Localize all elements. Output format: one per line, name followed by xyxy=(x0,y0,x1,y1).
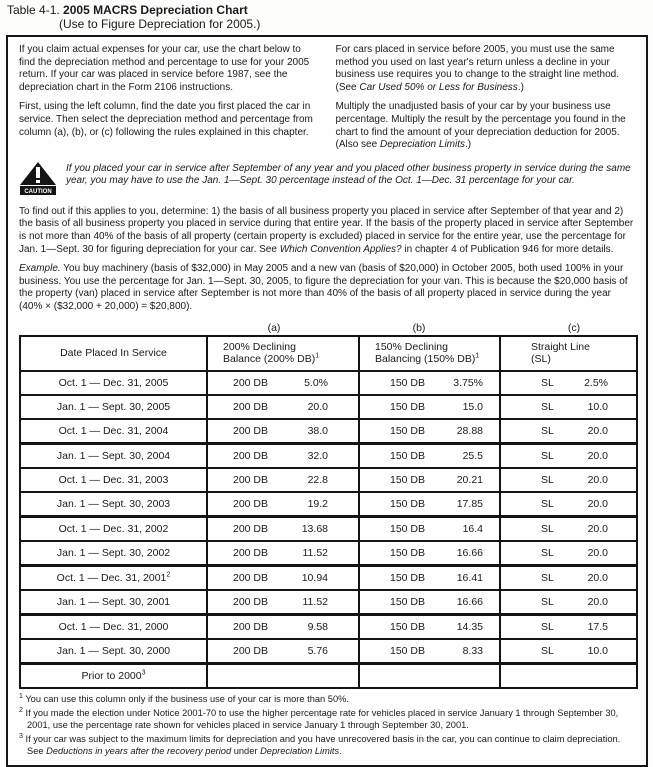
straight-line-cell: SL 2.5% xyxy=(500,371,637,395)
150db-cell: 150 DB 20.21 xyxy=(359,468,500,492)
header-straight-line: Straight Line (SL) xyxy=(500,336,637,371)
150db-cell: 150 DB 25.5 xyxy=(359,443,500,468)
date-placed-in-service-cell: Oct. 1 — Dec. 31, 2003 xyxy=(20,468,207,492)
straight-line-cell: SL 20.0 xyxy=(500,565,637,590)
straight-line-cell: SL 20.0 xyxy=(500,468,637,492)
200db-cell: 200 DB 32.0 xyxy=(207,443,359,468)
date-placed-in-service-cell: Oct. 1 — Dec. 31, 2002 xyxy=(20,516,207,541)
200db-cell: 200 DB 38.0 xyxy=(207,419,359,444)
caution-note xyxy=(19,162,635,201)
depreciation-table xyxy=(19,335,638,689)
200db-cell: 200 DB 20.0 xyxy=(207,395,359,419)
date-placed-in-service-cell: Prior to 2000$^3$ xyxy=(20,663,207,688)
table-row xyxy=(20,565,637,590)
convention-paragraph: To find out if this applies to you, determine: 1) the basis of all business property you placed in service after September of that year and 2) the basis of all business property you placed in service during that entire year. If the basis of the property placed in service after September is not more than 40% of the basis of all property (certain property is excluded) placed in service for the entire year, use the percentage for Jan. 1—Sept. 30 for figuring depreciation for your car. See Which Convention Applies? in chapter 4 of Publication 946 for more details. xyxy=(19,205,634,255)
svg-text:CAUTION: CAUTION xyxy=(24,188,52,195)
footnote-number: 2 xyxy=(19,707,23,714)
table-row xyxy=(20,590,637,615)
table-body xyxy=(20,371,637,688)
straight-line-cell: SL 17.5 xyxy=(500,614,637,639)
caution-icon xyxy=(19,162,57,201)
header-150-declining-balance: 150% Declining Balancing (150% DB)$^1$ xyxy=(359,336,500,371)
intro-paragraph: If you claim actual expenses for your car, use the chart below to find the depreciation method and percentage to use for your 2005 return. If your car was placed in service before 1987, see the depreciation chart in the Form 2106 instructions. xyxy=(19,44,310,93)
200db-cell: 200 DB 11.52 xyxy=(207,541,359,566)
date-placed-in-service-cell: Jan. 1 — Sept. 30, 2003 xyxy=(20,492,207,517)
date-placed-in-service-cell: Jan. 1 — Sept. 30, 2001 xyxy=(20,590,207,615)
150db-cell: 150 DB 15.0 xyxy=(359,395,500,419)
straight-line-cell: SL 10.0 xyxy=(500,639,637,664)
footnote-number: 1 xyxy=(19,692,23,700)
straight-line-cell: SL 20.0 xyxy=(500,492,637,517)
column-label-a: (a) xyxy=(267,321,281,334)
200db-cell xyxy=(207,663,359,688)
150db-cell: 150 DB 16.41 xyxy=(359,565,500,590)
200db-cell: 200 DB 5.76 xyxy=(207,639,359,664)
table-row xyxy=(20,419,637,444)
200db-cell: 200 DB 5.0% xyxy=(207,371,359,395)
straight-line-cell xyxy=(500,663,637,688)
footnotes-section xyxy=(19,694,635,758)
column-group-labels xyxy=(19,322,635,335)
date-placed-in-service-cell: Jan. 1 — Sept. 30, 2000 xyxy=(20,639,207,664)
200db-cell: 200 DB 10.94 xyxy=(207,565,359,590)
footnote-marker: 1 xyxy=(315,352,320,360)
intro-paragraph: For cars placed in service before 2005, you must use the same method you used on last year's return unless a decline in your business use requires you to change to the straight line method. (See Car Used 50% or Less for Business.) xyxy=(335,44,620,93)
header-200-declining-balance: 200% Declining Balance (200% DB)$^1$ xyxy=(207,336,359,371)
chart-container xyxy=(6,35,648,767)
table-row xyxy=(20,468,637,492)
column-label-b: (b) xyxy=(412,321,426,334)
table-row xyxy=(20,395,637,419)
example-label: Example. xyxy=(19,263,61,275)
footnote-1: $^1$ You can use this column only if the business use of your car is more than 50%. xyxy=(19,692,349,704)
table-row xyxy=(20,663,637,688)
150db-cell: 150 DB 14.35 xyxy=(359,614,500,639)
150db-cell: 150 DB 28.88 xyxy=(359,419,500,444)
intro-right-column xyxy=(336,44,636,159)
200db-cell: 200 DB 11.52 xyxy=(207,590,359,615)
depreciation-table-section xyxy=(19,322,635,689)
table-row xyxy=(20,443,637,468)
footnote-marker: 3 xyxy=(141,669,146,676)
150db-cell: 150 DB 16.66 xyxy=(359,590,500,615)
intro-paragraph: First, using the left column, find the date you first placed the car in service. Then select the depreciation method and percentage from column (a), (b), or (c) following the rules explained in this chapter. xyxy=(19,101,313,138)
column-label-c: (c) xyxy=(567,321,581,334)
date-placed-in-service-cell: Jan. 1 — Sept. 30, 2005 xyxy=(20,395,207,419)
italic-reference: Car Used 50% or Less for Business xyxy=(359,81,518,93)
footnote-2: $^2$ If you made the election under Notice 2001-70 to use the higher percentage rate for vehicles placed in service January 1 through September 30, 2001, use the percentage rate shown for vehicles placed in service January 1 through September 30, 2001. xyxy=(19,707,619,730)
table-header-row xyxy=(20,336,637,371)
200db-cell: 200 DB 9.58 xyxy=(207,614,359,639)
footnote-number: 3 xyxy=(19,733,23,741)
table-row xyxy=(20,639,637,664)
footnote-3: $^3$ If your car was subject to the maximum limits for depreciation and you have unrecovered basis in the car, you can continue to claim depreciation. See Deductions in years after the recovery period under Depreciation Limits. xyxy=(19,733,621,756)
example-paragraph: Example. You buy machinery (basis of $32,000) in May 2005 and a new van (basis of $20,000) in October 2005, both used 100% in your business. You use the percentage for Jan. 1—Sept. 30, 2005, to figure the depreciation for your van. This is because the $20,000 basis of the property (van) placed in service after September is not more than 40% of the basis of all property placed in service during the year (40% × ($32,000 + 20,000) = $20,800). xyxy=(19,263,628,312)
200db-cell: 200 DB 22.8 xyxy=(207,468,359,492)
page-title xyxy=(0,0,653,33)
header-date-placed-in-service: Date Placed In Service xyxy=(20,336,207,371)
date-placed-in-service-cell: Jan. 1 — Sept. 30, 2004 xyxy=(20,443,207,468)
table-row xyxy=(20,614,637,639)
straight-line-cell: SL 20.0 xyxy=(500,590,637,615)
date-placed-in-service-cell: Oct. 1 — Dec. 31, 2000 xyxy=(20,614,207,639)
straight-line-cell: SL 20.0 xyxy=(500,443,637,468)
table-title: 2005 MACRS Depreciation Chart xyxy=(63,3,248,17)
date-placed-in-service-cell: Oct. 1 — Dec. 31, 2004 xyxy=(20,419,207,444)
table-row xyxy=(20,516,637,541)
italic-reference: Depreciation Limits xyxy=(260,745,340,756)
table-title-line xyxy=(7,3,653,17)
straight-line-cell: SL 20.0 xyxy=(500,419,637,444)
200db-cell: 200 DB 13.68 xyxy=(207,516,359,541)
date-placed-in-service-cell: Oct. 1 — Dec. 31, 2005 xyxy=(20,371,207,395)
150db-cell: 150 DB 17.85 xyxy=(359,492,500,517)
caution-text: If you placed your car in service after September of any year and you placed other business property in service during the same year, you may have to use the Jan. 1—Sept. 30 percentage instead of the Oct. 1—Dec. 31 percentage for your car. xyxy=(66,162,631,187)
footnote-marker: 1 xyxy=(475,352,480,360)
200db-cell: 200 DB 19.2 xyxy=(207,492,359,517)
table-row xyxy=(20,492,637,517)
table-row xyxy=(20,541,637,566)
straight-line-cell: SL 20.0 xyxy=(500,541,637,566)
italic-reference: Deductions in years after the recovery period xyxy=(46,745,232,756)
intro-paragraph: Multiply the unadjusted basis of your car by your business use percentage. Multiply the result by the percentage you found in the chart to find the amount of your depreciation deduction for 2005. (Also see Depreciation Limits.) xyxy=(335,101,626,151)
date-placed-in-service-cell: Jan. 1 — Sept. 30, 2002 xyxy=(20,541,207,566)
table-number: Table 4-1. xyxy=(7,3,60,17)
table-subtitle: (Use to Figure Depreciation for 2005.) xyxy=(59,17,261,31)
150db-cell: 150 DB 16.4 xyxy=(359,516,500,541)
150db-cell: 150 DB 8.33 xyxy=(359,639,500,664)
straight-line-cell: SL 20.0 xyxy=(500,516,637,541)
150db-cell: 150 DB 3.75% xyxy=(359,371,500,395)
straight-line-cell: SL 10.0 xyxy=(500,395,637,419)
italic-reference: Which Convention Applies? xyxy=(279,243,402,255)
date-placed-in-service-cell: Oct. 1 — Dec. 31, 2001$^2$ xyxy=(20,565,207,590)
intro-left-column xyxy=(19,44,319,159)
table-row xyxy=(20,371,637,395)
150db-cell xyxy=(359,663,500,688)
italic-reference: Depreciation Limits xyxy=(379,139,466,151)
intro-section xyxy=(19,44,635,159)
footnote-marker: 2 xyxy=(166,571,171,578)
150db-cell: 150 DB 16.66 xyxy=(359,541,500,566)
